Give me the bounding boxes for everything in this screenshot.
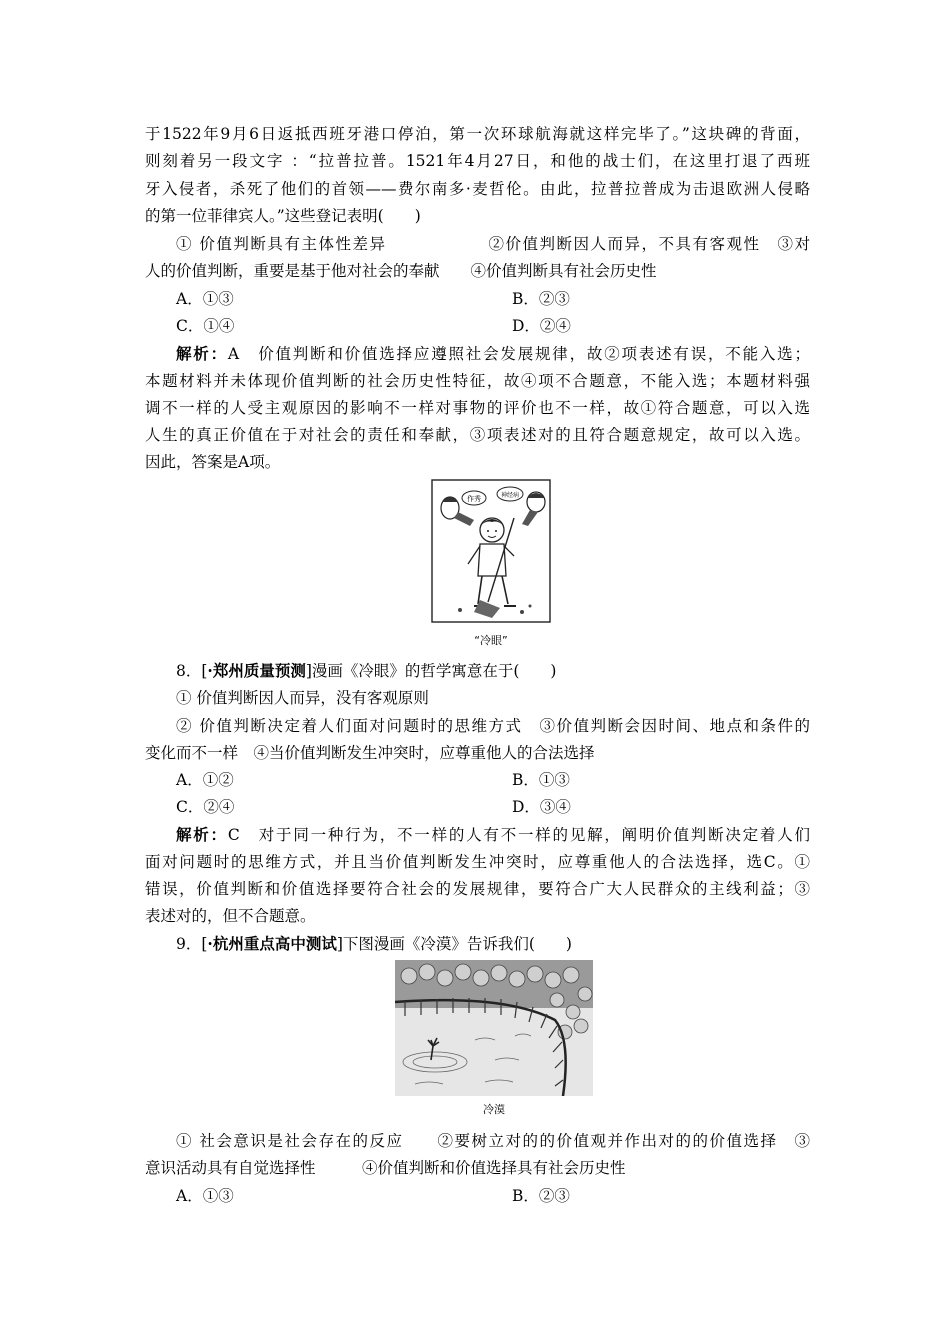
q8-statement-3: 变化而不一样 ④当价值判断发生冲突时，应尊重他人的合法选择 <box>145 744 595 762</box>
q9-option-a: A．①③ <box>176 1187 234 1205</box>
cartoon-indifference-drawing <box>395 960 593 1096</box>
q9-statement-1: ① 社会意识是社会存在的反应 ②要树立对的的价值观并作出对的的价值选择 ③ <box>176 1132 810 1150</box>
q7-option-a: A．①③ <box>176 290 234 308</box>
q7-analysis-text-1: A 价值判断和价值选择应遵照社会发展规律，故②项表述有误，不能入选； <box>227 345 810 363</box>
q8-analysis-line-3: 错误，价值判断和价值选择要符合社会的发展规律，要符合广大人民群众的主线利益；③ <box>145 880 810 898</box>
figure1-caption: “冷眼” <box>474 634 508 647</box>
bubble-right-text: 神经病 <box>500 492 520 499</box>
q8-option-c: C．②④ <box>176 798 235 816</box>
q7-text-line-1: 于1522年9月6日返抵西班牙港口停泊，第一次环球航海就这样完毕了。”这块碑的背面， <box>145 125 810 143</box>
q9-stem-text: ]下图漫画《冷漠》告诉我们( ) <box>336 935 572 953</box>
cartoon-cold-eye-drawing <box>430 478 552 628</box>
q8-option-b: B．①③ <box>512 771 570 789</box>
q8-analysis-label: 解析： <box>176 825 228 844</box>
q7-text-line-3: 牙入侵者，杀死了他们的首领——费尔南多·麦哲伦。由此，拉普拉普成为击退欧洲人侵略 <box>145 180 810 198</box>
q7-text-line-4: 的第一位菲律宾人。”这些登记表明( ) <box>145 207 421 225</box>
q7-option-d: D．②④ <box>512 317 571 335</box>
q7-text-line-2: 则刻着另一段文字 ：“拉普拉普。1521年4月27日，和他的战士们，在这里打退了西班 <box>145 152 810 170</box>
q8-stem-text: ]漫画《冷眼》的哲学寓意在于( ) <box>305 662 557 680</box>
q8-option-a: A．①② <box>176 771 234 789</box>
q8-analysis-line-1 <box>176 825 810 845</box>
cartoon-indifference <box>395 960 593 1096</box>
q7-analysis-label: 解析： <box>176 344 228 363</box>
q7-analysis-line-1 <box>176 344 810 364</box>
q7-analysis-line-5: 因此，答案是A项。 <box>145 453 281 471</box>
q7-statements-line-1: ① 价值判断具有主体性差异 ②价值判断因人而异，不具有客观性 ③对 <box>176 235 810 253</box>
q8-statement-1: ① 价值判断因人而异，没有客观原则 <box>176 689 429 707</box>
q7-option-c: C．①④ <box>176 317 235 335</box>
q8-analysis-line-4: 表述对的，但不合题意。 <box>145 907 316 925</box>
q8-option-d: D．③④ <box>512 798 571 816</box>
q9-stem <box>176 934 810 954</box>
q8-statement-2: ② 价值判断决定着人们面对问题时的思维方式 ③价值判断会因时间、地点和条件的 <box>176 717 810 735</box>
q8-stem <box>176 661 810 681</box>
bubble-left-text: 作秀 <box>467 495 481 503</box>
q8-analysis-text-1: C 对于同一种行为，不一样的人有不一样的见解，阐明价值判断决定着人们 <box>227 826 810 844</box>
q7-analysis-line-3: 调不一样的人受主观原因的影响不一样对事物的评价也不一样，故①符合题意，可以入选 <box>145 399 810 417</box>
cartoon-cold-eye <box>430 478 552 628</box>
q9-statement-2: 意识活动具有自觉选择性 ④价值判断和价值选择具有社会历史性 <box>145 1159 626 1177</box>
q7-analysis-line-4: 人生的真正价值在于对社会的责任和奉献，③项表述对的且符合题意规定，故可以入选。 <box>145 426 810 444</box>
q9-source: ·杭州重点高中测试 <box>207 934 337 953</box>
figure2-caption: 冷漠 <box>483 1103 505 1116</box>
q8-analysis-line-2: 面对问题时的思维方式，并且当价值判断发生冲突时，应尊重他人的合法选择，选C。① <box>145 853 810 871</box>
q7-analysis-line-2: 本题材料并未体现价值判断的社会历史性特征，故④项不合题意，不能入选；本题材料强 <box>145 372 810 390</box>
q8-source: ·郑州质量预测 <box>207 661 306 680</box>
q7-statements-line-2: 人的价值判断，重要是基于他对社会的奉献 ④价值判断具有社会历史性 <box>145 262 657 280</box>
q9-number: 9．[ <box>176 935 208 953</box>
q8-number: 8．[ <box>176 662 208 680</box>
q7-option-b: B．②③ <box>512 290 570 308</box>
q9-option-b: B．②③ <box>512 1187 570 1205</box>
